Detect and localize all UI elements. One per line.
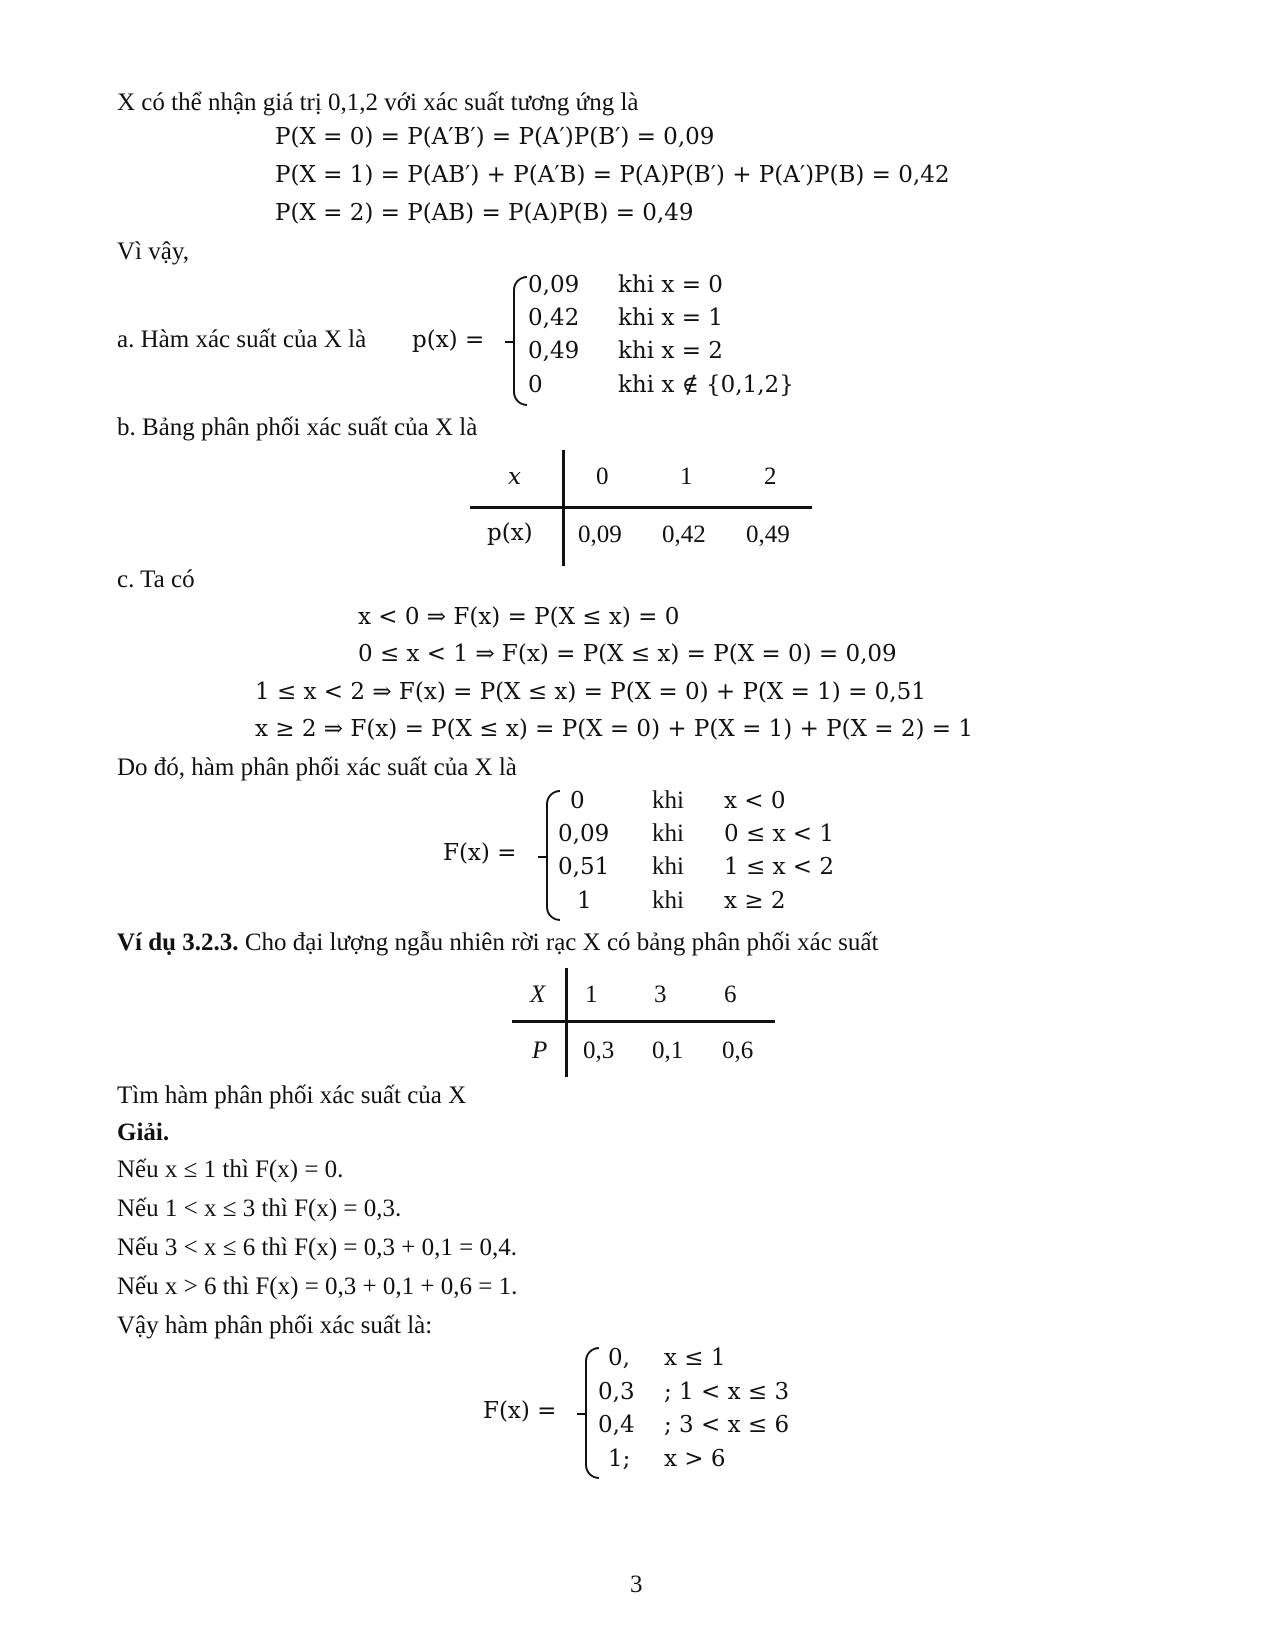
part-c-conclusion: Do đó, hàm phân phối xác suất của X là [117, 754, 517, 781]
part-a-case-value: 0 [528, 372, 543, 398]
part-c-line: 0 ≤ x < 1 ⇒ F(x) = P(X ≤ x) = P(X = 0) = 0,09 [358, 641, 897, 667]
part-c-line: x ≥ 2 ⇒ F(x) = P(X ≤ x) = P(X = 0) + P(X = 1) + P(X = 2) = 1 [255, 716, 973, 742]
part-a-case-cond: khi x = 2 [618, 338, 723, 364]
part-a-case-cond: khi x = 0 [618, 272, 723, 298]
part-c-label: c. Ta có [117, 566, 195, 593]
example-case-cond: ; 3 < x ≤ 6 [664, 1412, 790, 1438]
page-number: 3 [630, 1571, 643, 1598]
part-a-case-value: 0,42 [528, 305, 580, 331]
example-case-value: 0,3 [598, 1379, 635, 1405]
table-2-cell: 6 [724, 981, 737, 1008]
vi-vay-text: Vì vậy, [117, 238, 189, 265]
part-c-lhs: F(x) = [443, 840, 517, 866]
equation-px2: P(X = 2) = P(AB) = P(A)P(B) = 0,49 [275, 200, 694, 226]
part-a-case-value: 0,49 [528, 338, 580, 364]
part-a-label: a. Hàm xác suất của X là [117, 326, 367, 353]
table-2-vertical-rule [565, 968, 568, 1077]
part-c-case-value: 0 [570, 788, 585, 814]
part-a-case-cond: khi x = 1 [618, 305, 723, 331]
table-2-horizontal-rule [512, 1020, 775, 1023]
solution-step: Nếu x ≤ 1 thì F(x) = 0. [117, 1156, 344, 1183]
table-2-cell: 0,1 [652, 1037, 684, 1064]
table-1-cell: 0 [596, 463, 609, 490]
table-2-cell: 0,6 [722, 1037, 754, 1064]
example-case-cond: x ≤ 1 [664, 1345, 726, 1371]
example-heading [117, 930, 878, 955]
part-c-case-khi: khi [652, 853, 684, 880]
part-c-line: x < 0 ⇒ F(x) = P(X ≤ x) = 0 [358, 604, 680, 630]
example-case-value: 0, [608, 1345, 630, 1371]
example-case-cond: ; 1 < x ≤ 3 [664, 1379, 790, 1405]
part-c-case-cond: x < 0 [724, 788, 786, 814]
part-a-case-cond: khi x ∉ {0,1,2} [618, 372, 794, 398]
solution-step: Nếu 3 < x ≤ 6 thì F(x) = 0,3 + 0,1 = 0,4. [117, 1234, 517, 1261]
table-1-cell: 0,09 [578, 521, 622, 548]
table-1-row2-head: p(x) [487, 520, 533, 546]
example-statement: Cho đại lượng ngẫu nhiên rời rạc X có bảng phân phối xác suất [238, 929, 879, 956]
part-c-case-value: 1 [577, 888, 592, 914]
part-b-label: b. Bảng phân phối xác suất của X là [117, 414, 478, 441]
table-1-horizontal-rule [470, 506, 812, 509]
example-lhs: F(x) = [483, 1398, 557, 1424]
equation-px0: P(X = 0) = P(A′B′) = P(A′)P(B′) = 0,09 [275, 124, 715, 150]
table-2-cell: 0,3 [583, 1037, 615, 1064]
intro-text: X có thể nhận giá trị 0,1,2 với xác suất tương ứng là [117, 89, 639, 116]
equation-px1: P(X = 1) = P(AB′) + P(A′B) = P(A)P(B′) + P(A′)P(B) = 0,42 [275, 162, 950, 188]
table-1-cell: 0,49 [746, 521, 790, 548]
part-c-case-value: 0,09 [558, 821, 610, 847]
part-c-case-cond: 1 ≤ x < 2 [724, 854, 835, 880]
solution-step: Nếu 1 < x ≤ 3 thì F(x) = 0,3. [117, 1195, 402, 1222]
example-conclusion: Vậy hàm phân phối xác suất là: [117, 1312, 433, 1339]
example-case-value: 0,4 [598, 1412, 635, 1438]
example-brace [585, 1347, 599, 1479]
example-label: Ví dụ 3.2.3. [117, 929, 239, 956]
table-2-cell: 3 [654, 981, 667, 1008]
table-2-row1-head: X [530, 981, 546, 1008]
part-a-lhs: p(x) = [412, 327, 485, 353]
part-a-brace [513, 276, 527, 406]
solution-step: Nếu x > 6 thì F(x) = 0,3 + 0,1 + 0,6 = 1. [117, 1273, 518, 1300]
table-1-cell: 0,42 [662, 521, 706, 548]
part-c-line: 1 ≤ x < 2 ⇒ F(x) = P(X ≤ x) = P(X = 0) + P(X = 1) = 0,51 [255, 679, 926, 705]
solution-label: Giải. [117, 1119, 170, 1146]
part-c-case-khi: khi [652, 887, 684, 914]
table-1-row1-head: x [508, 464, 521, 490]
example-case-cond: x > 6 [664, 1446, 726, 1472]
example-case-value: 1; [608, 1446, 631, 1472]
table-2-cell: 1 [585, 981, 598, 1008]
table-1-cell: 2 [764, 463, 777, 490]
part-c-case-cond: 0 ≤ x < 1 [724, 821, 835, 847]
part-c-case-value: 0,51 [558, 854, 610, 880]
part-c-case-khi: khi [652, 820, 684, 847]
table-2-row2-head: P [532, 1037, 548, 1064]
part-c-case-cond: x ≥ 2 [724, 888, 786, 914]
table-1-cell: 1 [680, 463, 693, 490]
example-task: Tìm hàm phân phối xác suất của X [117, 1082, 467, 1109]
part-c-case-khi: khi [652, 787, 684, 814]
part-a-case-value: 0,09 [528, 272, 580, 298]
